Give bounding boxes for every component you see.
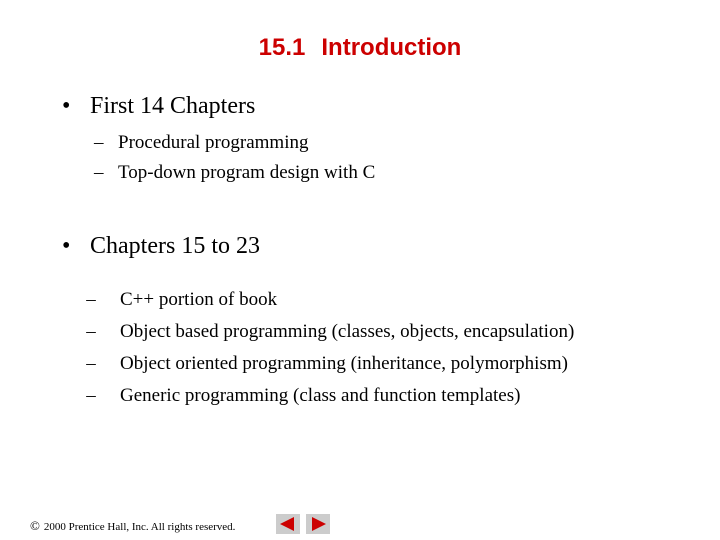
dash-marker: – xyxy=(94,162,104,183)
sub-item-text: Generic programming (class and function templates) xyxy=(120,385,521,406)
copyright-icon: © xyxy=(30,518,40,533)
sub-item xyxy=(62,316,574,348)
previous-slide-button[interactable] xyxy=(276,514,300,534)
bullet-marker: • xyxy=(62,93,71,119)
dash-marker: – xyxy=(86,385,96,406)
arrow-left-icon xyxy=(280,517,294,531)
sub-item-text: Object based programming (classes, objects, encapsulation) xyxy=(120,321,575,342)
sub-list xyxy=(62,284,574,412)
sub-item xyxy=(62,380,574,412)
dash-marker: – xyxy=(94,132,104,153)
dash-marker: – xyxy=(86,353,96,374)
dash-marker: – xyxy=(86,289,96,310)
sub-item-text: Object oriented programming (inheritance, polymorphism) xyxy=(120,353,568,374)
bullet-group-2 xyxy=(62,232,574,412)
sub-item xyxy=(62,284,574,316)
copyright-text: 2000 Prentice Hall, Inc. All rights reserved. xyxy=(43,521,236,533)
arrow-right-icon xyxy=(312,517,326,531)
sub-item-text: C++ portion of book xyxy=(120,289,278,310)
sub-item-text: Procedural programming xyxy=(118,132,309,153)
bullet-item xyxy=(62,232,574,260)
bullet-group-1 xyxy=(62,92,375,188)
bullet-item xyxy=(62,92,375,120)
sub-item-text: Top-down program design with C xyxy=(118,162,376,183)
section-number: 15.1 xyxy=(258,34,306,61)
bullet-marker: • xyxy=(62,233,71,259)
copyright-footer xyxy=(30,518,235,534)
sub-item xyxy=(94,128,375,158)
title-text: Introduction xyxy=(321,34,462,61)
bullet-label: First 14 Chapters xyxy=(90,93,256,119)
sub-list xyxy=(94,128,375,188)
bullet-label: Chapters 15 to 23 xyxy=(90,233,260,259)
sub-item xyxy=(62,348,574,380)
next-slide-button[interactable] xyxy=(306,514,330,534)
slide-title xyxy=(0,34,720,62)
sub-item xyxy=(94,158,375,188)
dash-marker: – xyxy=(86,321,96,342)
